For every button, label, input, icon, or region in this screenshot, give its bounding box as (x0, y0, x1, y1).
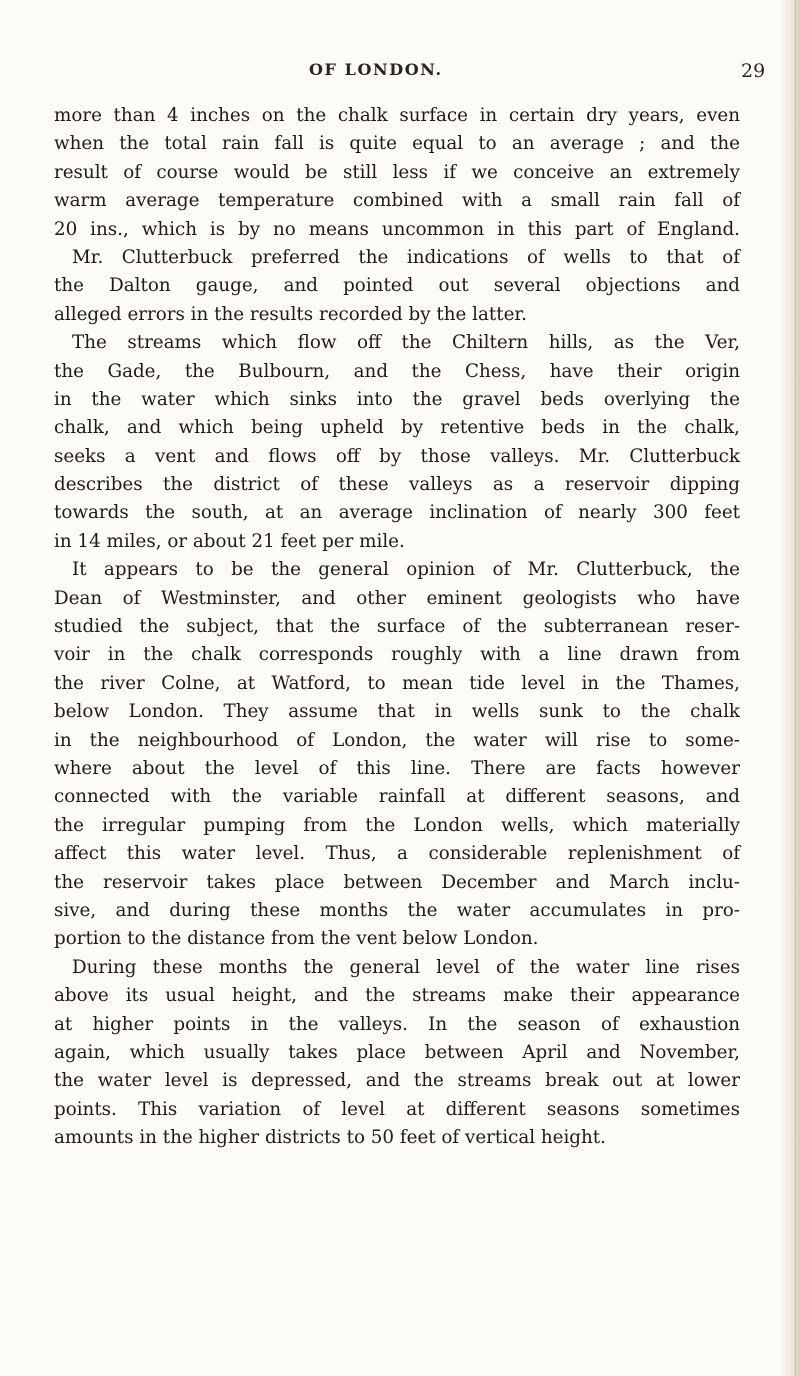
text-line: amounts in the higher districts to 50 feet of vertical height. (54, 1127, 606, 1149)
body-text (54, 102, 740, 1152)
text-line: seeks a vent and flows off by those valleys. Mr. Clutterbuck (54, 445, 740, 467)
text-line: connected with the variable rainfall at different seasons, and (54, 786, 740, 808)
running-title: OF LONDON. (309, 60, 443, 79)
text-line: below London. They assume that in wells sunk to the chalk (54, 701, 740, 723)
text-line: at higher points in the valleys. In the season of exhaustion (54, 1013, 740, 1035)
text-line: above its usual height, and the streams make their appearance (54, 985, 740, 1007)
text-line: chalk, and which being upheld by retentive beds in the chalk, (54, 417, 740, 439)
text-line: the reservoir takes place between December and March inclu- (54, 871, 740, 893)
text-line: describes the district of these valleys as a reservoir dipping (54, 474, 740, 496)
text-line: It appears to be the general opinion of Mr. Clutterbuck, the (72, 559, 740, 581)
text-line: 20 ins., which is by no means uncommon in this part of England. (54, 218, 740, 240)
page-edge-line (795, 0, 796, 1376)
text-line: the Gade, the Bulbourn, and the Chess, have their origin (54, 360, 740, 382)
text-line: result of course would be still less if we conceive an extremely (54, 161, 740, 183)
text-line: affect this water level. Thus, a considerable replenishment of (54, 843, 740, 865)
text-line: when the total rain fall is quite equal to an average ; and the (54, 133, 740, 155)
text-line: alleged errors in the results recorded by the latter. (54, 303, 527, 325)
running-head (0, 60, 800, 90)
text-line: warm average temperature combined with a small rain fall of (54, 190, 740, 212)
text-line: the water level is depressed, and the streams break out at lower (54, 1070, 740, 1092)
text-line: more than 4 inches on the chalk surface in certain dry years, even (54, 105, 740, 126)
text-line: studied the subject, that the surface of the subterranean reser- (54, 616, 740, 638)
text-line: The streams which flow off the Chiltern hills, as the Ver, (72, 332, 740, 354)
text-line: voir in the chalk corresponds roughly with a line drawn from (54, 644, 740, 666)
text-line: portion to the distance from the vent below London. (54, 928, 539, 950)
page-edge-shadow (778, 0, 800, 1376)
text-line: towards the south, at an average inclination of nearly 300 feet (54, 502, 740, 524)
text-line: again, which usually takes place between April and November, (54, 1041, 740, 1063)
text-line: Dean of Westminster, and other eminent geologists who have (54, 587, 740, 609)
text-line: in 14 miles, or about 21 feet per mile. (54, 530, 405, 552)
text-line: the Dalton gauge, and pointed out several objections and (54, 275, 740, 297)
text-line: in the water which sinks into the gravel beds overlying the (54, 388, 740, 410)
text-line: in the neighbourhood of London, the water will rise to some- (54, 729, 740, 751)
text-line: the irregular pumping from the London wells, which materially (54, 814, 740, 836)
text-line: During these months the general level of the water line rises (72, 956, 740, 978)
text-line: the river Colne, at Watford, to mean tide level in the Thames, (54, 672, 740, 694)
text-line: Mr. Clutterbuck preferred the indications of wells to that of (72, 246, 740, 268)
page-number: 29 (741, 60, 766, 82)
text-line: points. This variation of level at different seasons sometimes (54, 1098, 740, 1120)
text-line: sive, and during these months the water accumulates in pro- (54, 899, 740, 921)
text-line: where about the level of this line. There are facts however (54, 757, 740, 779)
